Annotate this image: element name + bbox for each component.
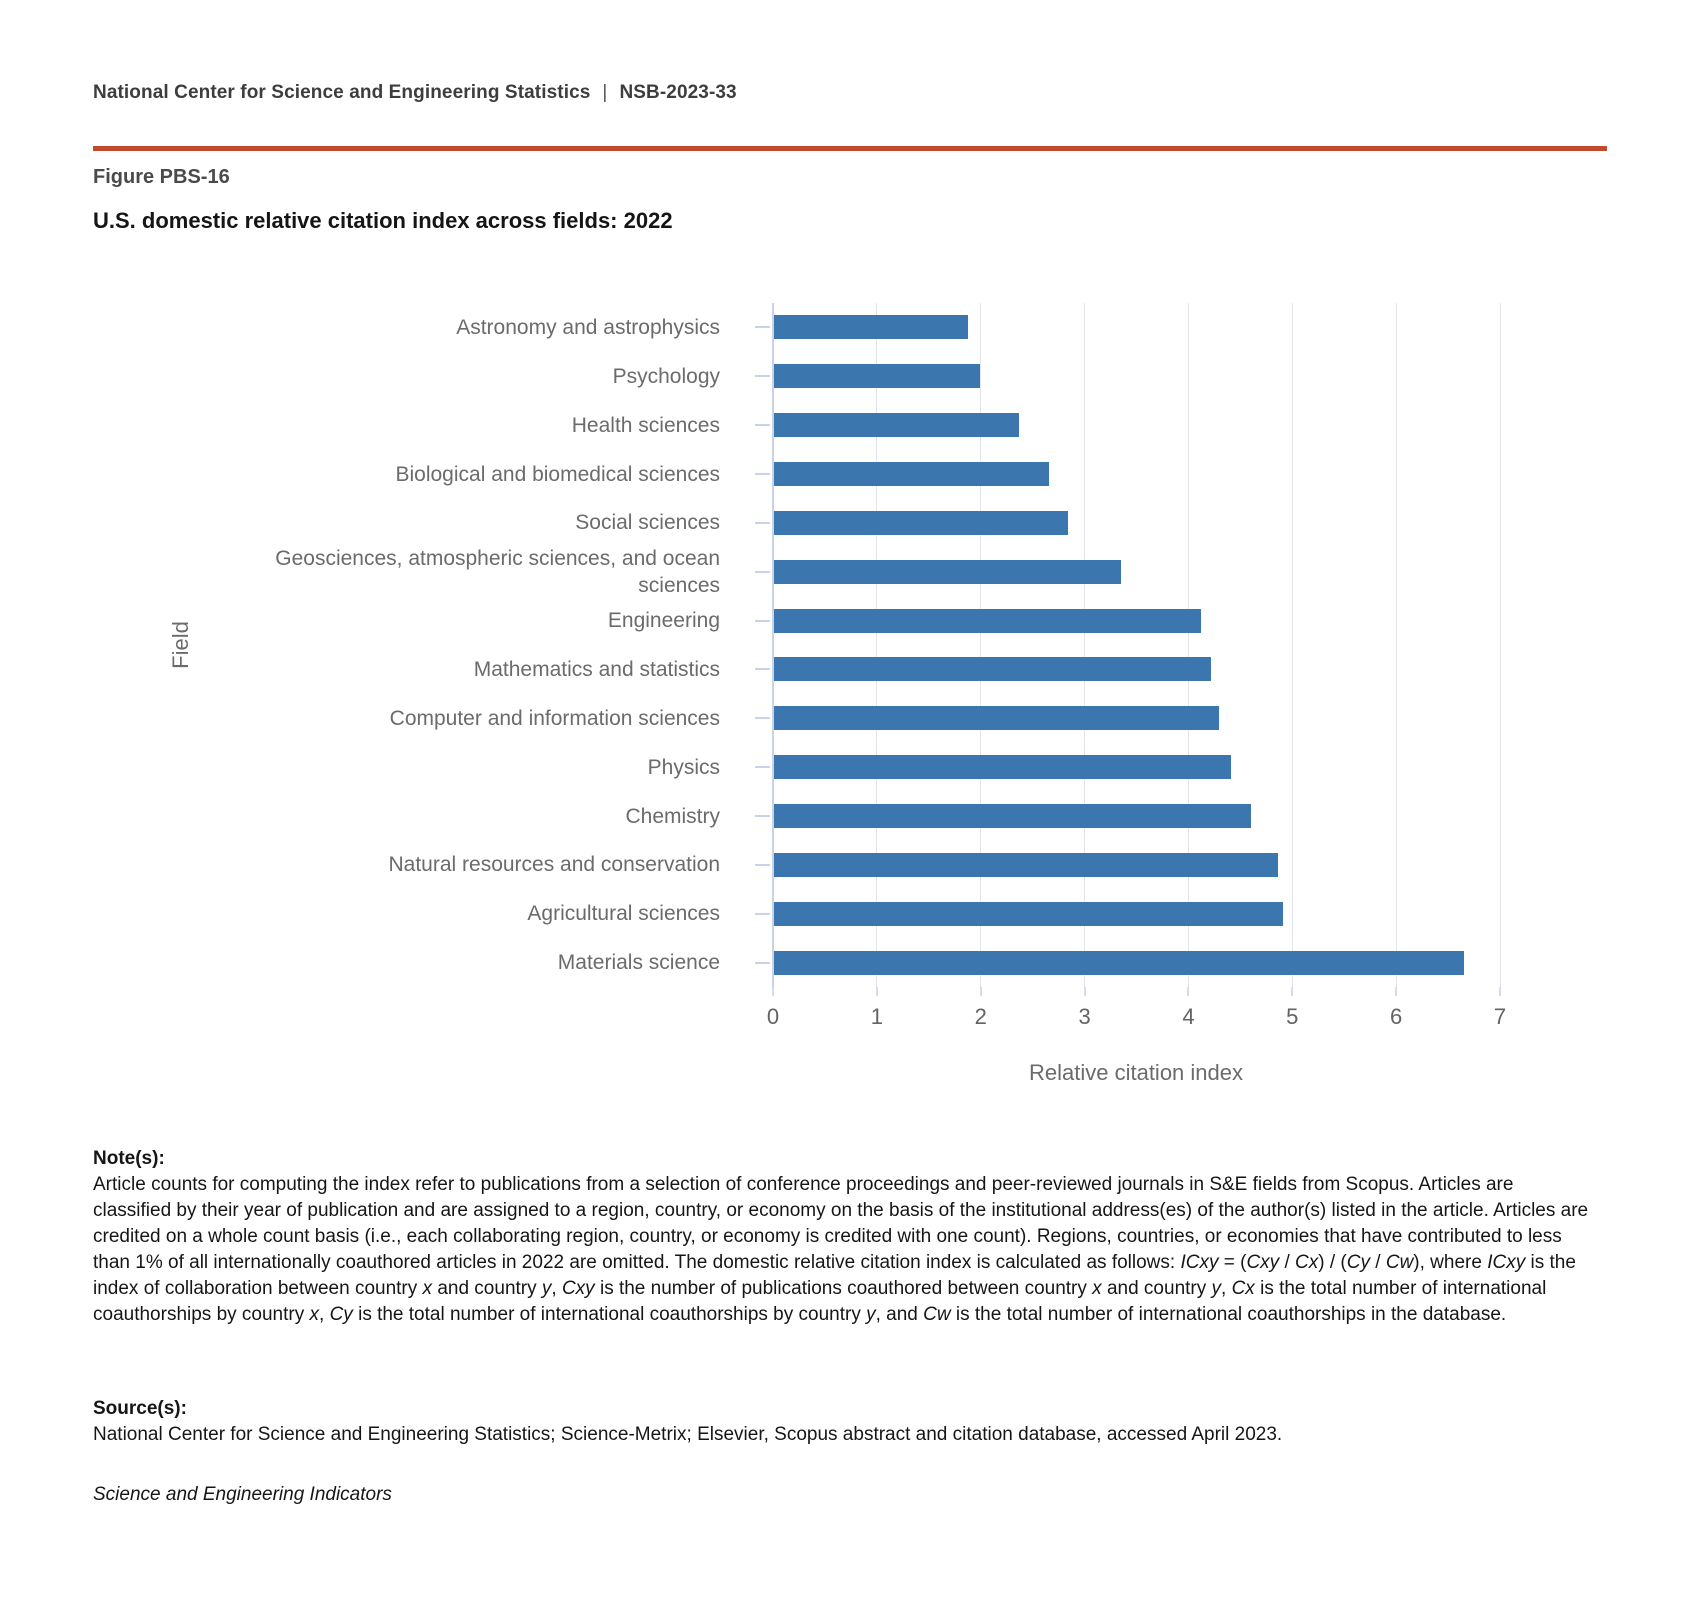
bar-social-sciences (774, 511, 1068, 535)
notes-variable: x (309, 1304, 320, 1325)
notes-variable: ICxy (1487, 1252, 1526, 1273)
x-tick-mark-1 (876, 987, 878, 996)
bar-mathematics-and-statistics (774, 657, 1211, 681)
notes-segment: is the total number of international coauthorships in the database. (950, 1304, 1507, 1325)
x-tick-label-5: 5 (1286, 1004, 1299, 1029)
header-separator: | (602, 82, 608, 103)
gridline-x-4 (1188, 303, 1189, 987)
notes-variable: Cw (923, 1304, 951, 1325)
gridline-x-5 (1292, 303, 1293, 987)
notes-variable: x (1092, 1278, 1102, 1299)
notes-variable: y (866, 1304, 876, 1325)
notes-variable: Cy (1346, 1252, 1370, 1273)
y-tick-mathematics-and-statistics (755, 668, 770, 670)
bar-natural-resources-and-conservation (774, 853, 1278, 877)
report-id: NSB-2023-33 (619, 82, 737, 103)
y-tick-natural-resources-and-conservation (755, 864, 770, 866)
notes-segment: , (1221, 1278, 1232, 1299)
bar-materials-science (774, 951, 1464, 975)
notes-segment: is the total number of international coauthorships by country (352, 1304, 867, 1325)
x-tick-mark-3 (1084, 987, 1086, 996)
category-label-engineering: Engineering (607, 609, 720, 633)
y-tick-agricultural-sciences (755, 913, 770, 915)
category-label-chemistry: Chemistry (625, 804, 720, 828)
notes-segment: and country (432, 1278, 542, 1299)
sources-section (93, 1396, 1595, 1448)
figure-number-label: Figure PBS-16 (93, 166, 230, 188)
notes-segment: / (1279, 1252, 1296, 1273)
y-tick-physics (755, 766, 770, 768)
notes-variable: x (422, 1278, 433, 1299)
figure-title: U.S. domestic relative citation index across fields: 2022 (93, 208, 673, 233)
x-tick-label-0: 0 (766, 1004, 780, 1029)
x-tick-label-3: 3 (1078, 1004, 1091, 1029)
sources-heading: Source(s): (93, 1398, 187, 1419)
y-tick-biological-and-biomedical-sciences (755, 473, 770, 475)
category-label-health-sciences: Health sciences (571, 413, 720, 437)
bar-astronomy-and-astrophysics (774, 315, 968, 339)
sources-text: National Center for Science and Engineering Statistics; Science-Metrix; Elsevier, Scopus abstract and citation database, accessed April 2023. (93, 1424, 1283, 1445)
category-label-geosciences-atmospheric-sciences-and-ocean-sciences: Geosciences, atmospheric sciences, and ocean sciences (275, 546, 720, 597)
gridline-x-3 (1084, 303, 1085, 987)
notes-text (93, 1172, 1595, 1328)
notes-section (93, 1146, 1595, 1328)
x-tick-label-4: 4 (1182, 1004, 1195, 1029)
notes-segment: , and (875, 1304, 924, 1325)
y-tick-geosciences-atmospheric-sciences-and-ocean-sciences (755, 571, 770, 573)
notes-heading: Note(s): (93, 1148, 165, 1169)
x-tick-label-6: 6 (1390, 1004, 1403, 1029)
x-tick-mark-5 (1291, 987, 1293, 996)
category-label-social-sciences: Social sciences (575, 511, 720, 535)
notes-segment: / (1370, 1252, 1386, 1273)
notes-segment: , (551, 1278, 562, 1299)
gridline-x-2 (980, 303, 981, 987)
category-label-computer-and-information-sciences: Computer and information sciences (389, 706, 720, 730)
notes-variable: Cx (1231, 1278, 1255, 1299)
bar-biological-and-biomedical-sciences (774, 462, 1049, 486)
bar-agricultural-sciences (774, 902, 1283, 926)
y-tick-engineering (755, 620, 770, 622)
notes-variable: Cw (1385, 1252, 1414, 1273)
y-tick-chemistry (755, 815, 770, 817)
category-label-mathematics-and-statistics: Mathematics and statistics (473, 657, 720, 681)
category-label-astronomy-and-astrophysics: Astronomy and astrophysics (456, 315, 720, 339)
gridline-x-7 (1500, 303, 1501, 987)
x-tick-label-2: 2 (974, 1004, 987, 1029)
notes-variable: Cxy (1246, 1252, 1280, 1273)
y-tick-astronomy-and-astrophysics (755, 326, 770, 328)
bar-health-sciences (774, 413, 1019, 437)
org-name: National Center for Science and Engineering Statistics (93, 82, 591, 103)
x-tick-mark-6 (1395, 987, 1397, 996)
gridline-x-6 (1396, 303, 1397, 987)
x-tick-mark-7 (1499, 987, 1501, 996)
bar-geosciences-atmospheric-sciences-and-ocean-sciences (774, 560, 1121, 584)
y-tick-psychology (755, 375, 770, 377)
category-label-natural-resources-and-conservation: Natural resources and conservation (388, 853, 720, 877)
y-axis-line (772, 303, 774, 995)
x-tick-mark-0 (772, 987, 774, 996)
notes-segment: is the index of collaboration between country (93, 1252, 1576, 1299)
publication-name: Science and Engineering Indicators (93, 1484, 392, 1505)
notes-segment: is the total number of international coauthorships by country (93, 1278, 1547, 1325)
y-tick-social-sciences (755, 522, 770, 524)
notes-variable: Cxy (561, 1278, 595, 1299)
x-tick-mark-2 (980, 987, 982, 996)
category-label-physics: Physics (647, 755, 720, 779)
y-axis-title: Field (168, 621, 193, 669)
category-label-psychology: Psychology (612, 364, 720, 388)
notes-segment: = ( (1218, 1252, 1247, 1273)
bar-psychology (774, 364, 980, 388)
notes-segment: and country (1101, 1278, 1212, 1299)
bar-computer-and-information-sciences (774, 706, 1219, 730)
category-label-materials-science: Materials science (557, 951, 720, 975)
bar-chemistry (774, 804, 1251, 828)
category-label-biological-and-biomedical-sciences: Biological and biomedical sciences (395, 462, 720, 486)
notes-variable: y (1211, 1278, 1222, 1299)
bar-physics (774, 755, 1231, 779)
notes-segment: ), where (1413, 1252, 1488, 1273)
y-tick-materials-science (755, 962, 770, 964)
notes-variable: y (541, 1278, 552, 1299)
bar-engineering (774, 609, 1201, 633)
y-tick-computer-and-information-sciences (755, 717, 770, 719)
notes-segment: is the number of publications coauthored between country (594, 1278, 1093, 1299)
notes-segment: Article counts for computing the index refer to publications from a selection of conference proceedings and peer-reviewed journals in S&E fields from Scopus. Articles are classified by their year of publication and are assigned to a region, country, or economy on the basis of the institutional address(es) of the author(s) listed in the article. Articles are credited on a whole count basis (i.e., each collaborating region, country, or economy is credited with one count). Regions, countries, or economies that have contributed to less than 1% of all internationally coauthored articles in 2022 are omitted. The domestic relative citation index is calculated as follows: (93, 1174, 1589, 1273)
x-tick-mark-4 (1187, 987, 1189, 996)
x-tick-label-1: 1 (870, 1004, 883, 1029)
notes-variable: Cx (1295, 1252, 1319, 1273)
notes-segment: , (319, 1304, 330, 1325)
gridline-x-1 (876, 303, 877, 987)
x-tick-label-7: 7 (1493, 1004, 1507, 1029)
notes-variable: ICxy (1180, 1252, 1219, 1273)
x-axis-title: Relative citation index (1028, 1060, 1243, 1085)
y-tick-health-sciences (755, 424, 770, 426)
category-label-agricultural-sciences: Agricultural sciences (527, 902, 720, 926)
notes-variable: Cy (329, 1304, 353, 1325)
notes-segment: ) / ( (1318, 1252, 1347, 1273)
